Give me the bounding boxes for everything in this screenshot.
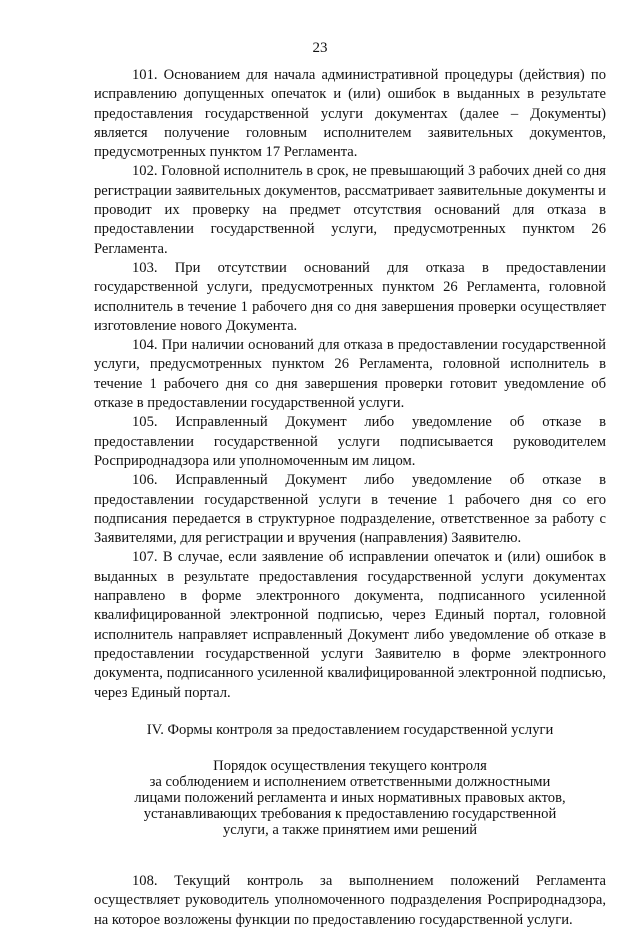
paragraph-105: 105. Исправленный Документ либо уведомление об отказе в предоставлении государственной услуги подписывается руководителем Росприроднадзора или уполномоченным им лицом.: [94, 414, 606, 469]
paragraph-104: 104. При наличии оснований для отказа в предоставлении государственной услуги, предусмотренных пунктом 26 Регламента, головной исполнитель в течение 1 рабочего дня со дня завершения проверки готовит уведомление об отказе в предоставлении государственной услуги.: [94, 337, 606, 412]
section-heading: IV. Формы контроля за предоставлением государственной услуги: [146, 721, 554, 738]
subsection-heading-line: за соблюдением и исполнением ответственными должностными: [149, 774, 551, 791]
subsection-heading-line: устанавливающих требования к предоставлению государственной: [143, 806, 557, 823]
page-number: 23: [312, 40, 328, 56]
paragraph-102: 102. Головной исполнитель в срок, не превышающий 3 рабочих дней со дня регистрации заявительных документов, рассматривает заявительные документы и проводит их проверку на предмет отсутствия оснований для отказа в предоставлении государственной услуги, предусмотренных пунктом 26 Регламента.: [94, 163, 606, 257]
paragraph-108: 108. Текущий контроль за выполнением положений Регламента осуществляет руководитель уполномоченного подразделения Росприроднадзора, на которое возложены функции по предоставлению государственной услуги.: [94, 873, 606, 928]
paragraph-106: 106. Исправленный Документ либо уведомление об отказе в предоставлении государственной услуги в течение 1 рабочего дня со его подписания передается в структурное подразделение, ответственное за работу с Заявителями, для регистрации и вручения (направления) Заявителю.: [94, 472, 606, 547]
paragraph-101: 101. Основанием для начала административной процедуры (действия) по исправлению допущенных опечаток и (или) ошибок в выданных в результате предоставления государственной услуги документах (далее – Документы) является получение головным исполнителем заявительных документов, предусмотренных пунктом 17 Регламента.: [94, 67, 606, 161]
subsection-heading: [94, 758, 606, 838]
document-body: [94, 66, 606, 930]
subsection-heading-line: Порядок осуществления текущего контроля: [213, 758, 487, 775]
subsection-heading-line: услуги, а также принятием ими решений: [222, 822, 478, 839]
paragraph-103: 103. При отсутствии оснований для отказа в предоставлении государственной услуги, предусмотренных пунктом 26 Регламента, головной исполнитель в течение 1 рабочего дня со дня завершения проверки осуществляет изготовление нового Документа.: [94, 259, 606, 334]
subsection-heading-line: лицами положений регламента и иных нормативных правовых актов,: [134, 790, 566, 807]
paragraph-107: 107. В случае, если заявление об исправлении опечаток и (или) ошибок в выданных в результате предоставления государственной услуги документах направлено в форме электронного документа, подписанного усиленной квалифицированной электронной подписью, через Единый портал, головной исполнитель направляет исправленный Документ либо уведомление об отказе в предоставлении государственной услуги Заявителю в форме электронного документа, подписанного усиленной квалифицированной электронной подписью, через Единый портал.: [94, 549, 606, 701]
